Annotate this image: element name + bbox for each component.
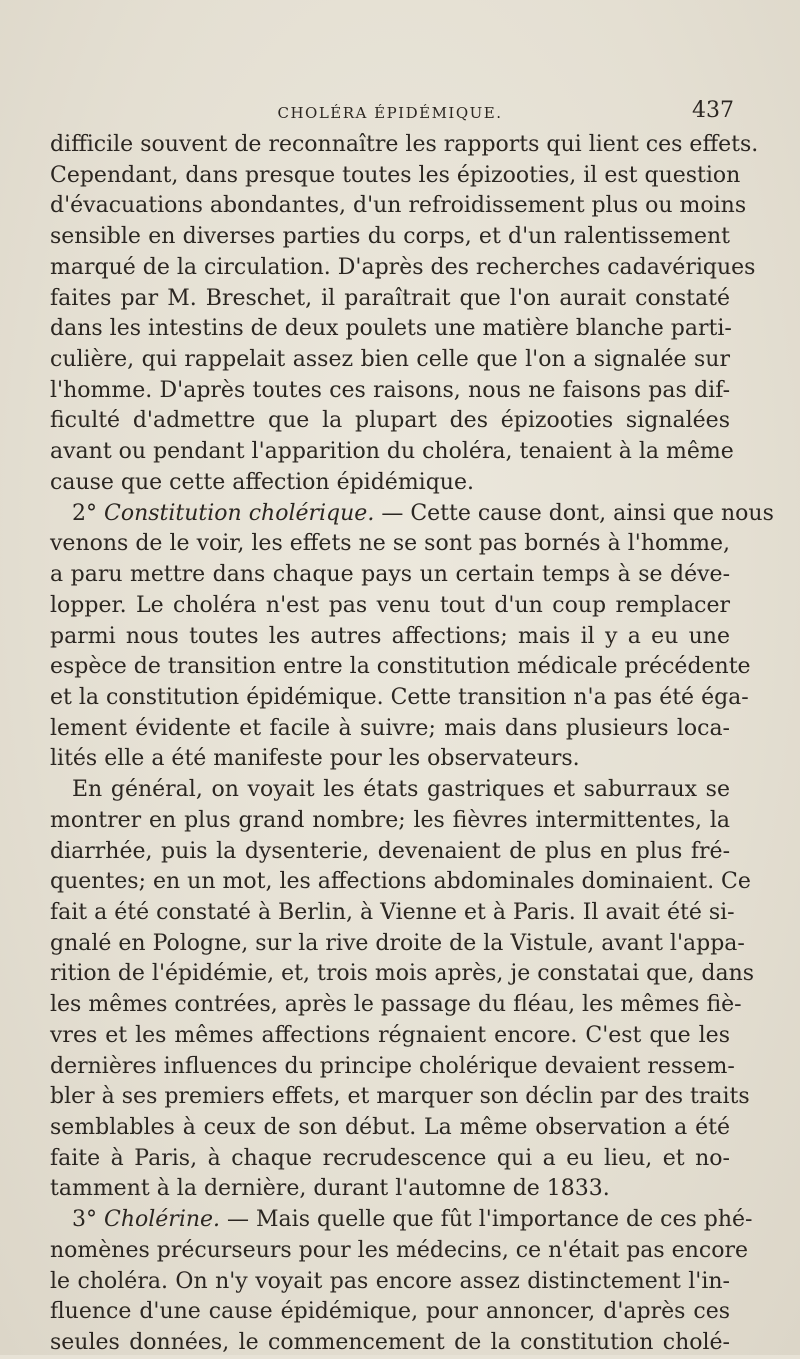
text-line	[50, 652, 751, 683]
line-text: En général, on voyait les états gastriques et saburraux se	[72, 777, 730, 803]
line-text: rition de l'épidémie, et, trois mois après, je constatai que, dans	[50, 961, 755, 987]
text-line	[50, 191, 747, 222]
line-text: cause que cette affection épidémique.	[50, 469, 474, 495]
text-line	[50, 1297, 730, 1328]
line-text: vres et les mêmes affections régnaient encore. C'est que les	[50, 1022, 730, 1048]
text-line	[50, 222, 730, 253]
line-text: espèce de transition entre la constitution médicale précédente	[50, 654, 751, 680]
text-line	[50, 1021, 730, 1052]
running-head	[50, 98, 734, 128]
text-line	[50, 529, 730, 560]
text-line	[50, 499, 774, 530]
text-line	[50, 560, 730, 591]
running-title: CHOLÉRA ÉPIDÉMIQUE.	[277, 104, 503, 122]
line-text: faites par M. Breschet, il paraîtrait que l'on aurait constaté	[50, 285, 730, 311]
line-text: semblables à ceux de son début. La même observation a été	[50, 1115, 730, 1140]
text-line	[50, 253, 756, 284]
line-text: bler à ses premiers effets, et marquer son déclin par des traits	[50, 1084, 750, 1110]
line-text: montrer en plus grand nombre; les fièvres intermittentes, la	[50, 807, 730, 833]
line-text: dernières influences du principe cholérique devaient ressem-	[50, 1053, 735, 1079]
line-text: — Mais quelle que fût l'importance de ces phé-	[220, 1207, 753, 1233]
text-line	[50, 284, 730, 315]
line-text: avant ou pendant l'apparition du choléra, tenaient à la même	[50, 439, 734, 465]
line-text: diarrhée, puis la dysenterie, devenaient de plus en plus fré-	[50, 838, 730, 864]
text-line	[50, 161, 741, 192]
line-text: ficulté d'admettre que la plupart des épizooties signalées	[50, 408, 730, 434]
text-line	[50, 622, 730, 653]
text-line	[50, 345, 730, 376]
text-line	[50, 130, 759, 161]
section-heading: Cholérine.	[104, 1207, 221, 1233]
text-line	[50, 1144, 730, 1175]
section-number: 2°	[72, 500, 104, 526]
line-text: difficile souvent de reconnaître les rapports qui lient ces effets.	[50, 132, 759, 157]
text-line	[50, 714, 730, 745]
line-text: faite à Paris, à chaque recrudescence qui a eu lieu, et no-	[50, 1145, 730, 1171]
line-text: a paru mettre dans chaque pays un certain temps à se déve-	[50, 562, 730, 588]
line-text: sensible en diverses parties du corps, et d'un ralentissement	[50, 224, 730, 250]
text-line	[50, 1082, 750, 1113]
text-line	[50, 959, 755, 990]
line-text: quentes; en un mot, les affections abdominales dominaient. Ce	[50, 869, 751, 895]
line-text: fluence d'une cause épidémique, pour annoncer, d'après ces	[50, 1299, 730, 1325]
text-line	[50, 1205, 753, 1236]
text-line	[50, 1267, 730, 1298]
text-line	[50, 775, 730, 806]
line-text: lement évidente et facile à suivre; mais dans plusieurs loca-	[50, 715, 730, 741]
line-text: dans les intestins de deux poulets une matière blanche parti-	[50, 316, 732, 342]
line-text: seules données, le commencement de la constitution cholé-	[50, 1330, 730, 1356]
line-text: d'évacuations abondantes, d'un refroidissement plus ou moins	[50, 193, 747, 219]
text-line	[50, 468, 730, 499]
page-number: 437	[692, 98, 734, 123]
text-line	[50, 1328, 730, 1359]
line-text: et la constitution épidémique. Cette transition n'a pas été éga-	[50, 684, 749, 710]
text-line	[50, 929, 745, 960]
body-text	[50, 130, 774, 1359]
text-line	[50, 806, 730, 837]
line-text: culière, qui rappelait assez bien celle que l'on a signalée sur	[50, 347, 730, 373]
text-line	[50, 437, 734, 468]
text-line	[50, 837, 730, 868]
line-text: lopper. Le choléra n'est pas venu tout d'un coup remplacer	[50, 592, 730, 618]
text-line	[50, 1052, 735, 1083]
section-number: 3°	[72, 1207, 104, 1233]
line-text: venons de le voir, les effets ne se sont pas bornés à l'homme,	[50, 531, 730, 557]
line-text: — Cette cause dont, ainsi que nous	[374, 500, 774, 526]
line-text: le choléra. On n'y voyait pas encore assez distinctement l'in-	[50, 1268, 730, 1294]
text-line	[50, 1236, 748, 1267]
line-text: gnalé en Pologne, sur la rive droite de la Vistule, avant l'appa-	[50, 930, 745, 956]
text-line	[50, 744, 730, 775]
text-line	[50, 683, 749, 714]
text-line	[50, 1174, 730, 1205]
line-text: parmi nous toutes les autres affections; mais il y a eu une	[50, 623, 730, 649]
text-line	[50, 867, 751, 898]
text-line	[50, 990, 742, 1021]
line-text: les mêmes contrées, après le passage du fléau, les mêmes fiè-	[50, 992, 742, 1018]
text-line	[50, 376, 730, 407]
text-line	[50, 406, 730, 437]
line-text: marqué de la circulation. D'après des recherches cadavériques	[50, 254, 756, 280]
text-line	[50, 591, 730, 622]
section-heading: Constitution cholérique.	[104, 500, 375, 526]
line-text: fait a été constaté à Berlin, à Vienne et à Paris. Il avait été si-	[50, 899, 735, 925]
text-line	[50, 898, 735, 929]
line-text: Cependant, dans presque toutes les épizooties, il est question	[50, 162, 741, 188]
text-line	[50, 314, 730, 345]
text-line	[50, 1113, 730, 1144]
line-text: tamment à la dernière, durant l'automne de 1833.	[50, 1176, 610, 1202]
line-text: nomènes précurseurs pour les médecins, ce n'était pas encore	[50, 1237, 748, 1263]
line-text: l'homme. D'après toutes ces raisons, nous ne faisons pas dif-	[50, 377, 730, 403]
line-text: lités elle a été manifeste pour les observateurs.	[50, 746, 580, 772]
